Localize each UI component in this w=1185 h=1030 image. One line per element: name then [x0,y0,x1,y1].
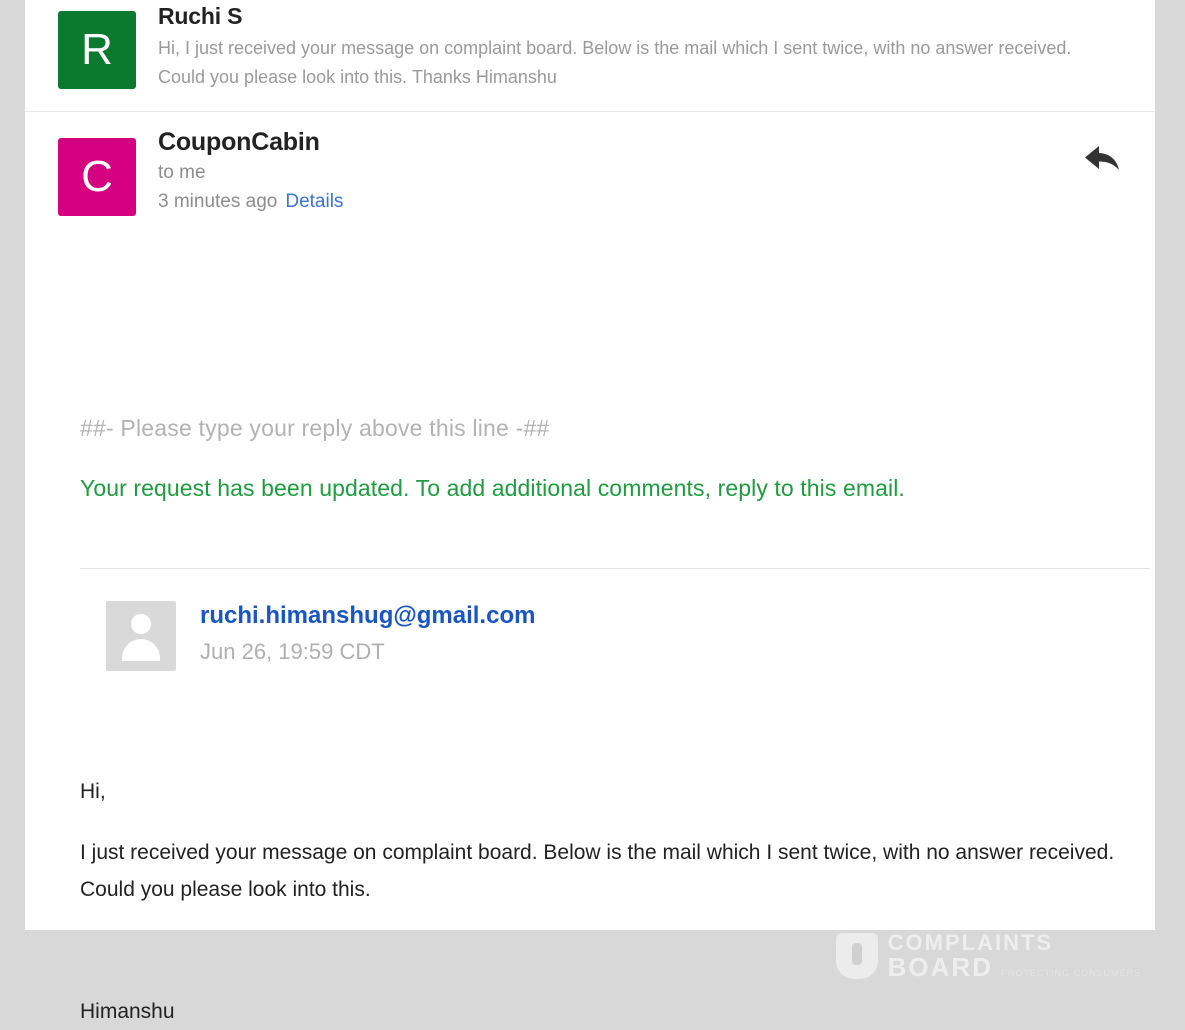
message-meta [158,187,343,217]
collapsed-message-body [158,2,1100,92]
request-updated-note: Your request has been updated. To add additional comments, reply to this email. [80,475,905,501]
letter-greeting: Hi, [80,780,106,803]
sender-name: Ruchi S [158,3,243,29]
details-link[interactable]: Details [285,191,344,212]
message-header [158,128,343,217]
reply-icon[interactable] [1082,140,1122,176]
shield-icon [836,933,878,979]
collapsed-message-row[interactable] [25,0,1170,112]
letter-signature: Himanshu [80,1000,175,1023]
message-snippet: Hi, I just received your message on complaint board. Below is the mail which I sent twice, with no answer received. Could you please look into this. Thanks Himanshu [158,38,1072,87]
watermark-brand: BOARD [887,952,993,982]
recipient-line: to me [158,162,206,183]
right-gutter [1155,0,1170,930]
watermark-line-1: COMPLAINTS [887,930,1054,955]
quoted-timestamp: Jun 26, 19:59 CDT [200,639,385,664]
avatar: C [58,138,136,216]
quoted-sender-email[interactable]: ruchi.himanshug@gmail.com [200,602,536,629]
watermark-text [888,932,1141,980]
quoted-message-header [80,599,1130,699]
letter-paragraph: I just received your message on complaint board. Below is the mail which I sent twice, with no answer received. Could you please look into this. [80,841,1115,901]
sender-name: CouponCabin [158,128,320,156]
timestamp: 3 minutes ago [158,191,278,212]
avatar: R [58,11,136,89]
watermark-tagline: PROTECTING CONSUMERS [1000,968,1141,978]
watermark-line-2 [888,954,1141,980]
generic-person-avatar-icon [106,601,176,671]
complaintsboard-watermark [836,932,1141,980]
reply-above-line: ##- Please type your reply above this line -## [80,415,550,441]
divider [80,568,1150,569]
